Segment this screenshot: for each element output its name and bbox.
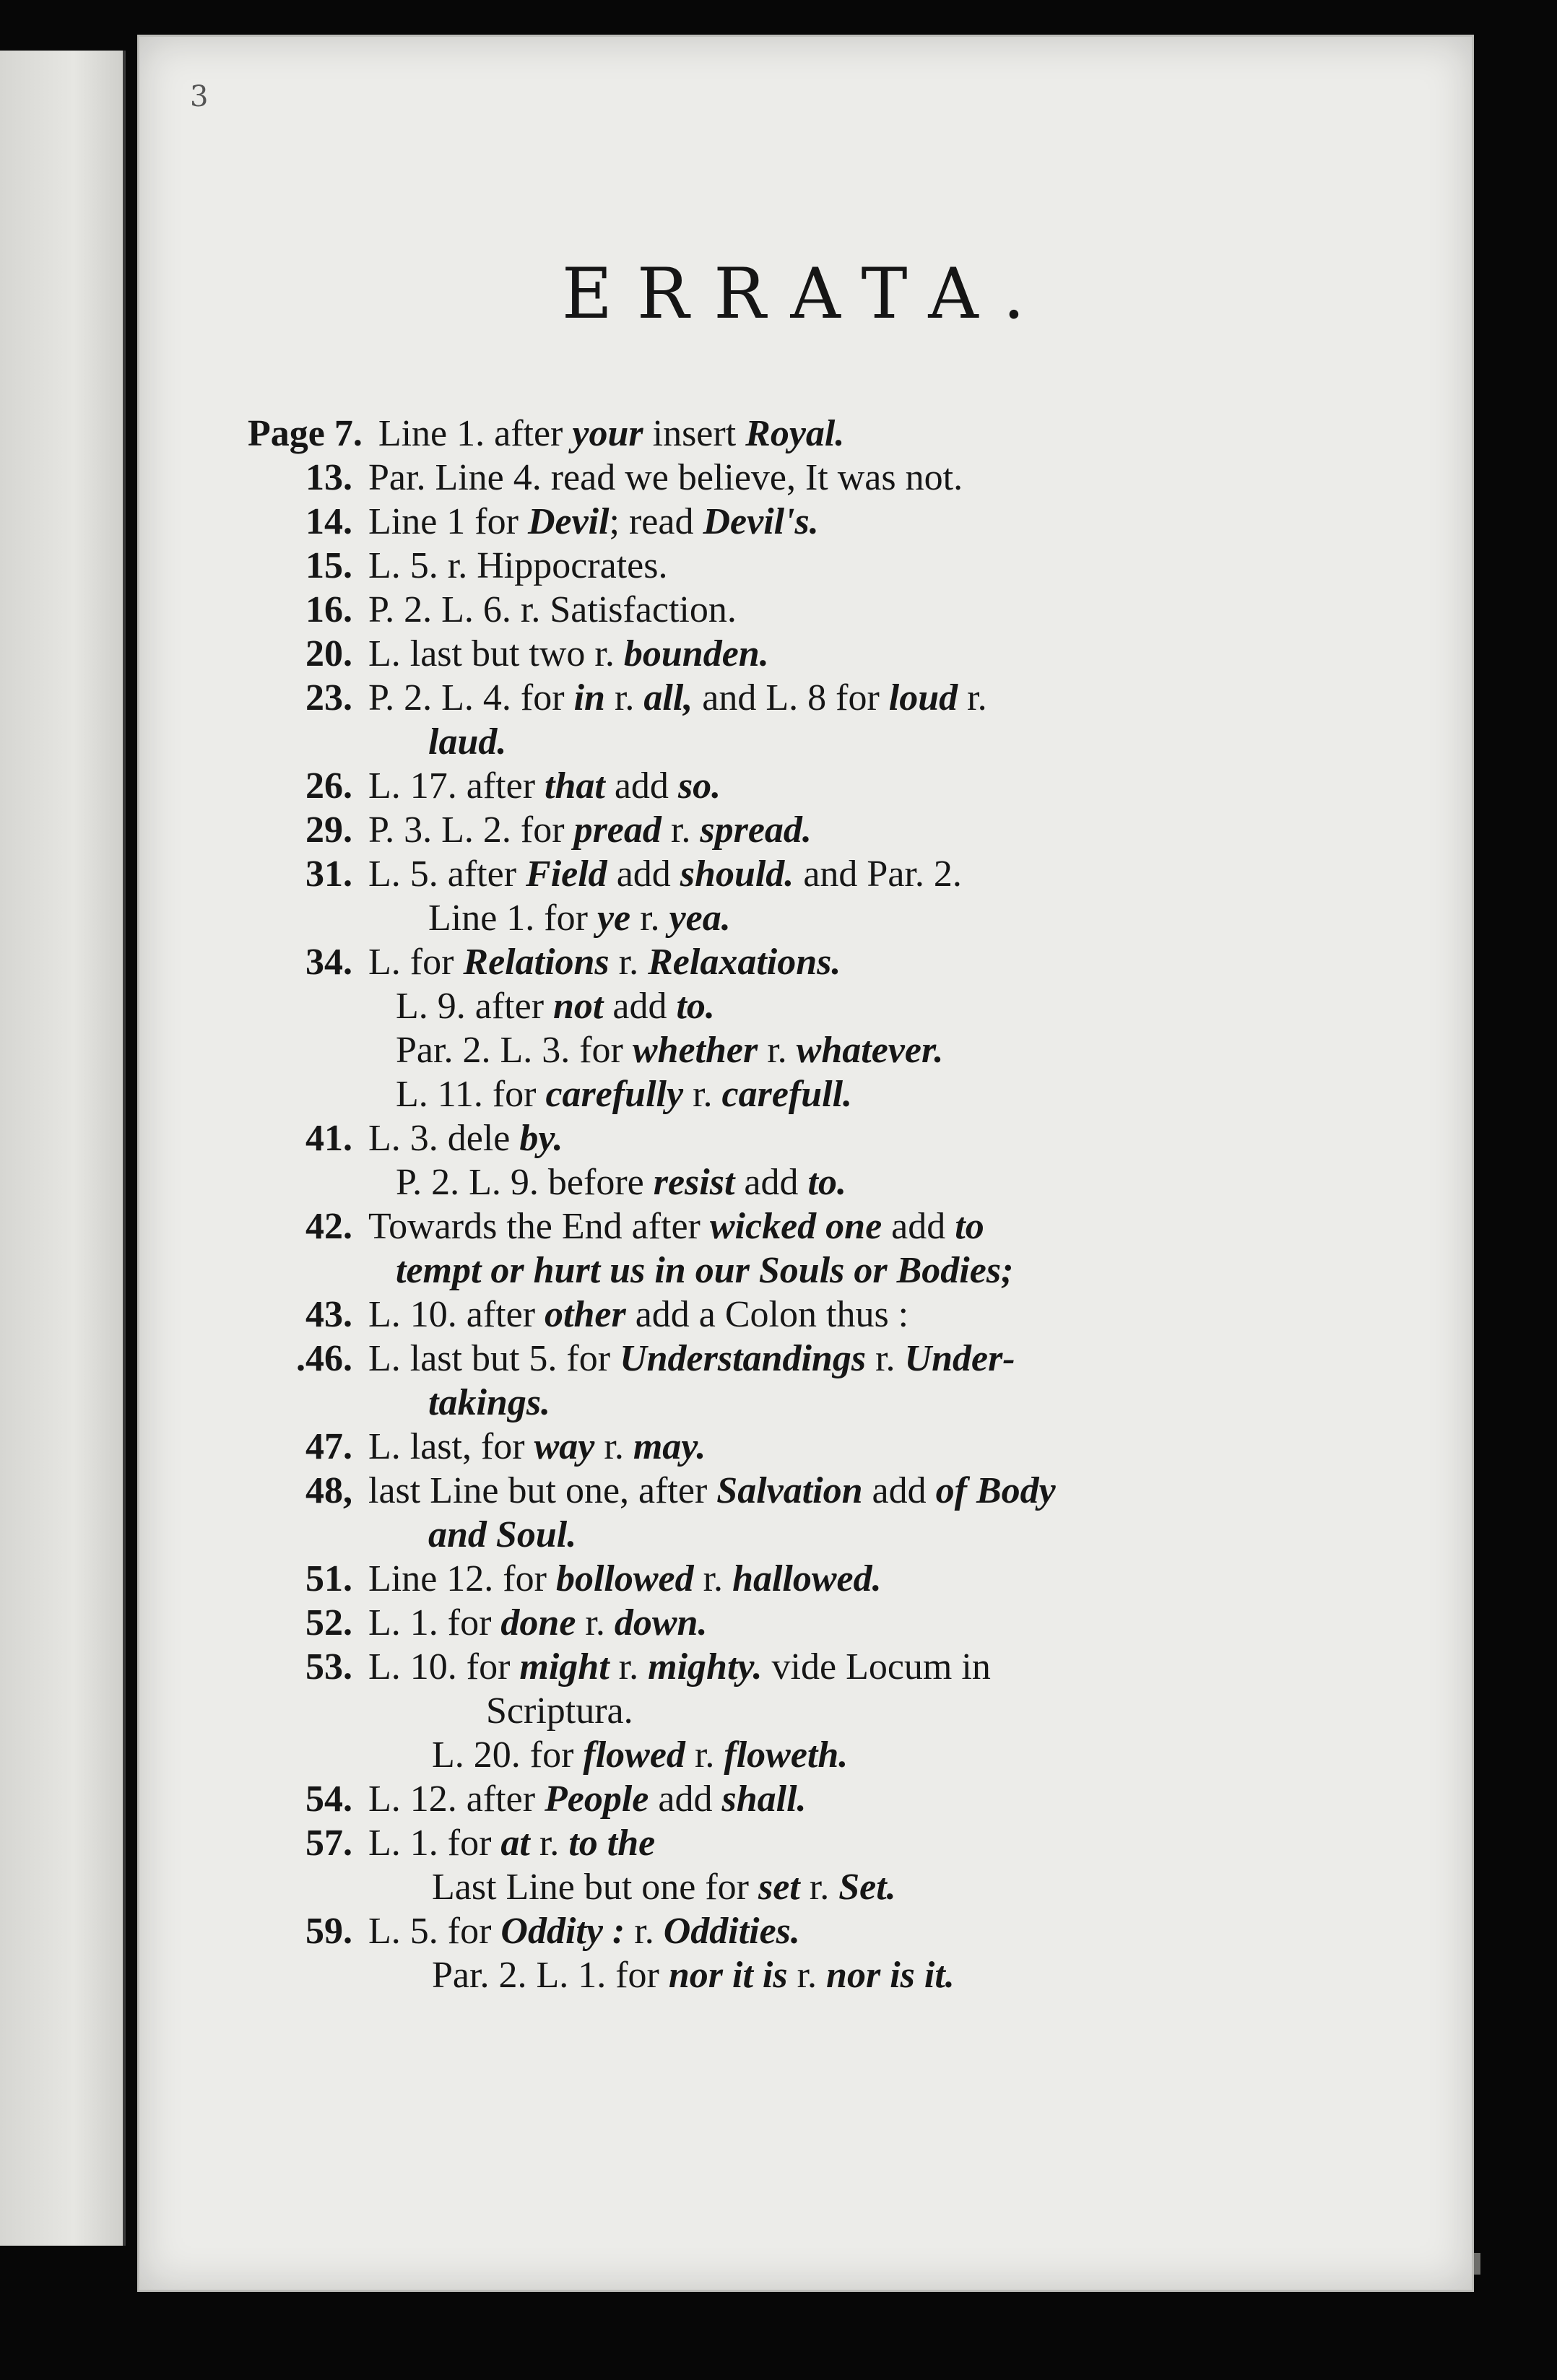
italic-correction-text: tempt or hurt us in our Souls or Bodies; xyxy=(396,1250,1014,1291)
correction-text: and Par. 2. xyxy=(794,854,962,895)
errata-entry xyxy=(248,1734,1374,1778)
errata-entry xyxy=(248,765,1374,809)
correction-text: add xyxy=(604,765,678,807)
italic-correction-text: spread. xyxy=(700,809,812,851)
errata-entry-line xyxy=(277,544,667,587)
errata-entry-line xyxy=(396,1161,846,1204)
correction-text: r. xyxy=(661,809,701,851)
page-number: 57. xyxy=(305,1823,352,1864)
correction-text: r. xyxy=(529,1823,569,1864)
correction-text: L. last but 5. for xyxy=(368,1338,620,1379)
italic-correction-text: Field xyxy=(526,854,607,895)
errata-entry-line xyxy=(277,1425,706,1468)
italic-correction-text: should. xyxy=(680,854,794,895)
italic-correction-text: Devil's. xyxy=(703,501,819,542)
italic-correction-text: all, xyxy=(643,677,693,718)
errata-entry xyxy=(248,1513,1374,1558)
correction-text: Line 1 for xyxy=(368,501,528,542)
correction-text: r. xyxy=(758,1030,797,1071)
page-number: 31. xyxy=(305,854,352,895)
italic-correction-text: nor is it. xyxy=(826,1955,955,1996)
correction-text: L. 10. after xyxy=(368,1294,545,1335)
correction-text: Par. Line 4. read we believe, It was not. xyxy=(368,457,963,498)
errata-entry xyxy=(248,633,1374,677)
errata-entry xyxy=(248,1381,1374,1425)
italic-correction-text: Under- xyxy=(904,1338,1015,1379)
correction-text: L. 17. after xyxy=(368,765,545,807)
correction-text: and L. 8 for xyxy=(693,677,889,718)
correction-text: P. 2. L. 6. r. Satisfaction. xyxy=(368,589,737,630)
errata-entry xyxy=(248,412,1374,456)
correction-text: r. xyxy=(576,1602,615,1643)
correction-text: L. 1. for xyxy=(368,1602,501,1643)
italic-correction-text: shall. xyxy=(721,1779,807,1820)
italic-correction-text: laud. xyxy=(428,721,507,763)
italic-correction-text: takings. xyxy=(428,1382,551,1423)
italic-correction-text: to xyxy=(955,1206,984,1247)
italic-correction-text: Oddities. xyxy=(663,1911,800,1952)
errata-entry xyxy=(248,1205,1374,1249)
correction-text: Line 1. for xyxy=(428,898,597,939)
italic-correction-text: pread xyxy=(573,809,662,851)
italic-correction-text: Salvation xyxy=(716,1470,863,1511)
italic-correction-text: bounden. xyxy=(623,633,769,674)
page-number: 15. xyxy=(305,545,352,586)
errata-entry-line xyxy=(277,1205,984,1248)
errata-entry xyxy=(248,1954,1374,1998)
correction-text: add xyxy=(607,854,680,895)
page-number: 47. xyxy=(305,1426,352,1467)
errata-entry-line xyxy=(277,633,769,675)
correction-text: r. xyxy=(787,1955,827,1996)
errata-entry xyxy=(248,456,1374,500)
correction-text: P. 3. L. 2. for xyxy=(368,809,574,851)
errata-entry-line xyxy=(277,456,963,499)
errata-entry xyxy=(248,1249,1374,1293)
errata-entry xyxy=(248,1910,1374,1954)
errata-entry-line xyxy=(486,1690,633,1732)
page-number: 42. xyxy=(305,1206,352,1247)
italic-correction-text: Understandings xyxy=(620,1338,867,1379)
errata-entry-line xyxy=(277,500,819,543)
correction-text: add xyxy=(603,986,677,1027)
italic-correction-text: down. xyxy=(614,1602,708,1643)
correction-text: r. xyxy=(685,1734,724,1776)
correction-text: L. last but two r. xyxy=(368,633,624,674)
errata-page xyxy=(137,35,1474,2292)
correction-text: Line 12. for xyxy=(368,1558,556,1599)
page-number: 51. xyxy=(305,1558,352,1599)
correction-text: L. 12. after xyxy=(368,1779,545,1820)
correction-text: vide Locum in xyxy=(762,1646,991,1688)
italic-correction-text: Devil xyxy=(527,501,610,542)
errata-list xyxy=(248,412,1374,1998)
correction-text: L. last, for xyxy=(368,1426,534,1467)
errata-entry-line xyxy=(428,1513,576,1556)
italic-correction-text: by. xyxy=(519,1118,563,1159)
correction-text: add xyxy=(882,1206,955,1247)
correction-text: P. 2. L. 9. before xyxy=(396,1162,654,1203)
errata-entry xyxy=(248,853,1374,897)
errata-entry xyxy=(248,1073,1374,1117)
errata-entry-line xyxy=(396,985,715,1028)
italic-correction-text: wicked one xyxy=(709,1206,882,1247)
italic-correction-text: set xyxy=(758,1867,800,1908)
errata-entry xyxy=(248,1558,1374,1602)
correction-text: r. xyxy=(958,677,987,718)
correction-text: Par. 2. L. 3. for xyxy=(396,1030,633,1071)
page-title: ERRATA. xyxy=(561,253,1050,334)
italic-correction-text: mighty. xyxy=(648,1646,763,1688)
correction-text: P. 2. L. 4. for xyxy=(368,677,574,718)
italic-correction-text: may. xyxy=(633,1426,706,1467)
correction-text: Par. 2. L. 1. for xyxy=(432,1955,669,1996)
errata-entry-line xyxy=(277,765,721,807)
italic-correction-text: so. xyxy=(677,765,721,807)
errata-entry xyxy=(248,677,1374,721)
correction-text: r. xyxy=(799,1867,839,1908)
correction-text: L. 10. for xyxy=(368,1646,520,1688)
correction-text: Last Line but one for xyxy=(432,1867,758,1908)
errata-entry xyxy=(248,1425,1374,1469)
italic-correction-text: whether xyxy=(632,1030,758,1071)
facing-page-edge xyxy=(0,51,126,2246)
italic-correction-text: that xyxy=(545,765,605,807)
page-number: 13. xyxy=(305,457,352,498)
correction-text: L. 5. for xyxy=(368,1911,501,1952)
errata-entry-line xyxy=(277,809,812,851)
page-number: 41. xyxy=(305,1118,352,1159)
italic-correction-text: your xyxy=(572,413,643,454)
correction-text: L. 5. after xyxy=(368,854,526,895)
errata-entry-line xyxy=(277,1646,991,1688)
italic-correction-text: Royal. xyxy=(745,413,845,454)
correction-text: add xyxy=(862,1470,936,1511)
errata-entry xyxy=(248,897,1374,941)
italic-correction-text: done xyxy=(500,1602,576,1643)
italic-correction-text: Oddity : xyxy=(500,1911,625,1952)
correction-text: r. xyxy=(594,1426,633,1467)
errata-entry xyxy=(248,589,1374,633)
page-number: Page 7. xyxy=(248,413,363,454)
errata-entry xyxy=(248,1690,1374,1734)
errata-entry-line xyxy=(277,1117,563,1160)
errata-entry-line xyxy=(277,1337,1015,1380)
page-number: 26. xyxy=(305,765,352,807)
correction-text: r. xyxy=(609,1646,649,1688)
errata-entry-line xyxy=(428,897,731,939)
page-number: 20. xyxy=(305,633,352,674)
errata-entry-line xyxy=(277,1822,655,1864)
errata-entry xyxy=(248,1778,1374,1822)
page-number: 23. xyxy=(305,677,352,718)
page-number: 14. xyxy=(305,501,352,542)
errata-entry xyxy=(248,1469,1374,1513)
page-corner-mark: 3 xyxy=(190,80,209,113)
italic-correction-text: Relations xyxy=(463,942,610,983)
errata-entry-line xyxy=(277,589,737,631)
errata-entry-line xyxy=(428,721,506,763)
errata-entry-line xyxy=(248,412,844,455)
correction-text: last Line but one, after xyxy=(368,1470,717,1511)
errata-entry-line xyxy=(277,853,962,895)
correction-text: r. xyxy=(683,1074,722,1115)
correction-text: r. xyxy=(866,1338,905,1379)
errata-entry-line xyxy=(432,1734,848,1776)
errata-entry xyxy=(248,1646,1374,1690)
errata-entry xyxy=(248,721,1374,765)
italic-correction-text: of Body xyxy=(935,1470,1056,1511)
italic-correction-text: ye xyxy=(597,898,631,939)
correction-text: L. 11. for xyxy=(396,1074,546,1115)
correction-text: r. xyxy=(630,898,669,939)
correction-text: r. xyxy=(693,1558,733,1599)
errata-entry xyxy=(248,1117,1374,1161)
italic-correction-text: at xyxy=(500,1823,530,1864)
correction-text: L. 1. for xyxy=(368,1823,501,1864)
italic-correction-text: nor it is xyxy=(668,1955,788,1996)
italic-correction-text: and Soul. xyxy=(428,1514,577,1555)
errata-entry xyxy=(248,1029,1374,1073)
page-number: 53. xyxy=(305,1646,352,1688)
errata-entry-line xyxy=(277,1602,707,1644)
page-number: 29. xyxy=(305,809,352,851)
correction-text: ; read xyxy=(609,501,703,542)
errata-entry-line xyxy=(396,1073,852,1116)
correction-text: r. xyxy=(625,1911,664,1952)
italic-correction-text: Set. xyxy=(838,1867,896,1908)
errata-entry-line xyxy=(277,1778,807,1820)
page-number: 43. xyxy=(305,1294,352,1335)
italic-correction-text: hallowed. xyxy=(732,1558,882,1599)
correction-text: L. 5. r. Hippocrates. xyxy=(368,545,668,586)
errata-entry-line xyxy=(277,941,841,983)
page-number: .46. xyxy=(296,1338,352,1379)
italic-correction-text: flowed xyxy=(583,1734,685,1776)
correction-text: add a Colon thus : xyxy=(625,1294,909,1335)
italic-correction-text: floweth. xyxy=(724,1734,849,1776)
italic-correction-text: People xyxy=(545,1779,649,1820)
errata-entry-line xyxy=(432,1866,896,1908)
italic-correction-text: way xyxy=(534,1426,595,1467)
correction-text: L. 9. after xyxy=(396,986,554,1027)
errata-entry-line xyxy=(432,1954,955,1997)
errata-entry xyxy=(248,809,1374,853)
errata-entry xyxy=(248,1161,1374,1205)
page-number: 54. xyxy=(305,1779,352,1820)
italic-correction-text: yea. xyxy=(669,898,731,939)
page-number: 34. xyxy=(305,942,352,983)
errata-entry-line xyxy=(396,1029,943,1072)
page-number: 16. xyxy=(305,589,352,630)
italic-correction-text: resist xyxy=(653,1162,735,1203)
errata-entry-line xyxy=(396,1249,1013,1292)
page-number: 48, xyxy=(305,1470,352,1511)
errata-entry xyxy=(248,500,1374,544)
italic-correction-text: other xyxy=(545,1294,626,1335)
errata-entry xyxy=(248,941,1374,985)
italic-correction-text: whatever. xyxy=(796,1030,944,1071)
errata-entry xyxy=(248,1822,1374,1866)
correction-text: add xyxy=(649,1779,722,1820)
correction-text: L. 20. for xyxy=(432,1734,584,1776)
correction-text: r. xyxy=(609,942,649,983)
errata-entry xyxy=(248,985,1374,1029)
errata-entry xyxy=(248,1866,1374,1910)
correction-text: L. for xyxy=(368,942,464,983)
correction-text: insert xyxy=(643,413,746,454)
errata-entry-line xyxy=(277,1293,908,1336)
italic-correction-text: not xyxy=(553,986,604,1027)
italic-correction-text: loud xyxy=(888,677,958,718)
page-number: 59. xyxy=(305,1911,352,1952)
errata-entry-line xyxy=(277,1469,1056,1512)
errata-entry-line xyxy=(277,677,987,719)
correction-text: L. 3. dele xyxy=(368,1118,520,1159)
errata-entry-line xyxy=(428,1381,550,1424)
errata-entry xyxy=(248,1602,1374,1646)
italic-correction-text: to. xyxy=(676,986,715,1027)
italic-correction-text: in xyxy=(573,677,605,718)
correction-text: add xyxy=(734,1162,808,1203)
italic-correction-text: carefull. xyxy=(721,1074,853,1115)
errata-entry xyxy=(248,1293,1374,1337)
correction-text: r. xyxy=(604,677,644,718)
correction-text: Towards the End after xyxy=(368,1206,710,1247)
correction-text: Line 1. after xyxy=(378,413,573,454)
correction-text: Scriptura. xyxy=(486,1690,633,1732)
errata-entry xyxy=(248,544,1374,589)
italic-correction-text: carefully xyxy=(545,1074,684,1115)
italic-correction-text: bollowed xyxy=(555,1558,694,1599)
italic-correction-text: Relaxations. xyxy=(648,942,841,983)
italic-correction-text: to. xyxy=(807,1162,846,1203)
errata-entry-line xyxy=(277,1558,882,1600)
errata-entry-line xyxy=(277,1910,800,1953)
italic-correction-text: might xyxy=(519,1646,610,1688)
errata-entry xyxy=(248,1337,1374,1381)
italic-correction-text: to the xyxy=(568,1823,656,1864)
page-number: 52. xyxy=(305,1602,352,1643)
